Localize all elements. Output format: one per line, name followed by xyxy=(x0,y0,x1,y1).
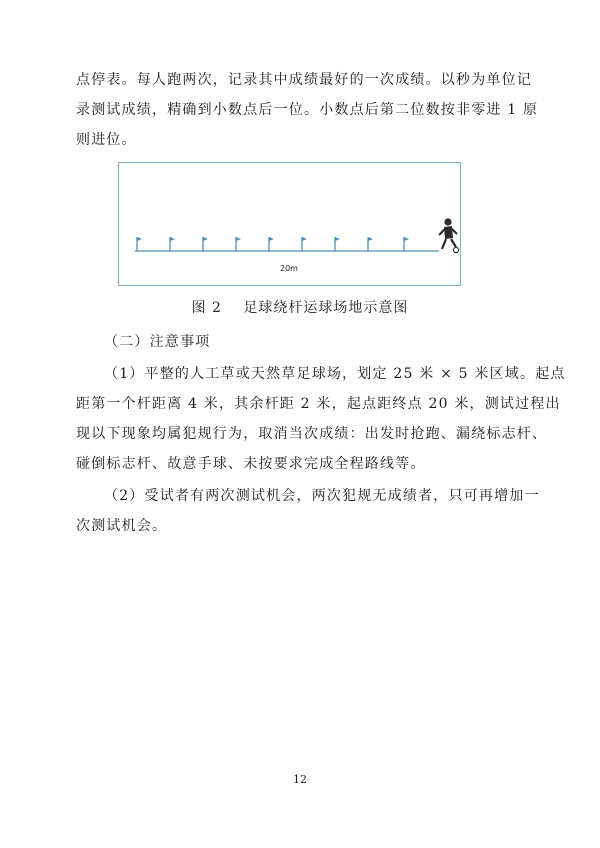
paragraph-line: 点停表。每人跑两次，记录其中成绩最好的一次成绩。以秒为单位记 xyxy=(76,72,532,88)
marker-pole xyxy=(236,237,241,251)
caption-text: 足球绕杆运球场地示意图 xyxy=(243,300,409,316)
paragraph-line: （2）受试者有两次测试机会，两次犯规无成绩者，只可再增加一 xyxy=(104,488,540,504)
marker-pole xyxy=(368,237,373,251)
marker-pole xyxy=(170,237,175,251)
field-diagram xyxy=(118,162,461,286)
caption-number: 图 2 xyxy=(191,300,222,316)
paragraph-line: 距第一个杆距离 4 米，其余杆距 2 米，起点距终点 20 米，测试过程出 xyxy=(76,396,561,412)
distance-label: 20m xyxy=(280,264,298,273)
paragraph-line: 碰倒标志杆、故意手球、未按要求完成全程路线等。 xyxy=(76,456,426,472)
player-figure xyxy=(439,218,459,252)
field-diagram-svg xyxy=(119,163,460,285)
figure-caption xyxy=(0,297,600,317)
paragraph-line: 次测试机会。 xyxy=(76,518,168,534)
paragraph-line: 现以下现象均属犯规行为，取消当次成绩：出发时抢跑、漏绕标志杆、 xyxy=(76,426,548,442)
paragraph-line: （1）平整的人工草或天然草足球场，划定 25 米 × 5 米区域。起点 xyxy=(104,366,566,382)
section-heading: （二）注意事项 xyxy=(104,334,211,350)
marker-pole xyxy=(335,237,340,251)
marker-pole xyxy=(302,237,307,251)
marker-pole xyxy=(137,237,142,251)
page-number: 12 xyxy=(293,773,307,786)
marker-pole xyxy=(404,237,409,251)
marker-poles xyxy=(137,237,409,251)
paragraph-line: 则进位。 xyxy=(76,132,137,148)
paragraph-line: 录测试成绩，精确到小数点后一位。小数点后第二位数按非零进 1 原 xyxy=(76,102,539,118)
marker-pole xyxy=(203,237,208,251)
marker-pole xyxy=(269,237,274,251)
